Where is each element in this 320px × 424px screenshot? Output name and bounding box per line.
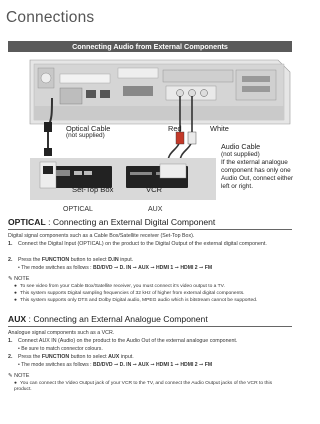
audio-cable-label: Audio Cable [221, 142, 261, 151]
receiver-back-panel [30, 60, 290, 124]
optical-cable-label: Optical Cable [66, 124, 111, 133]
optical-note-2: ● This system supports Digital sampling frequencies of 32 kHz of higher from external digital components. [14, 291, 245, 296]
optical-mode-sequence: • The mode switches as follows : BD/DVD ➞ D. IN ➞ AUX ➞ HDMI 1 ➞ HDMI 2 ➞ FM [18, 265, 213, 271]
audio-cable-line-3: component has only one [221, 167, 291, 174]
optical-note-1: ● To see video from your Cable Box/Satellite receiver, you must connect it's video output to a TV. [14, 284, 225, 289]
audio-cable-line-5: left or right. [221, 183, 253, 190]
settop-label: Set-Top Box [72, 185, 114, 194]
aux-heading: AUX : Connecting an External Analogue Component [8, 314, 208, 324]
vcr-label: VCR [146, 185, 163, 194]
optical-heading: OPTICAL : Connecting an External Digital Component [8, 217, 216, 227]
optical-caption: OPTICAL [63, 206, 93, 213]
optical-intro: Digital signal components such as a Cable Box/Satellite receiver (Set-Top Box). [8, 233, 195, 239]
aux-heading-rule [8, 326, 292, 327]
red-label: Red [168, 124, 182, 133]
optical-note-3: ● This system supports only DTS and Dolby Digital audio, MPEG audio which is bitstream cannot be supported. [14, 298, 258, 303]
optical-heading-rule [8, 229, 292, 230]
audio-cable-line-4: Audio Out, connect either [221, 175, 294, 182]
aux-note-heading: ✎ NOTE [8, 373, 30, 379]
aux-intro: Analogue signal components such as a VCR. [8, 330, 115, 336]
aux-mode-sequence: • The mode switches as follows : BD/DVD ➞ D. IN ➞ AUX ➞ HDMI 1 ➞ HDMI 2 ➞ FM [18, 362, 213, 368]
aux-step-1-sub: • Be sure to match connector colours. [18, 346, 103, 352]
audio-cable-line-1: (not supplied) [221, 151, 260, 158]
aux-caption: AUX [148, 206, 163, 213]
audio-cable-line-2: If the external analogue [221, 159, 288, 166]
white-label: White [210, 124, 229, 133]
aux-note-1: ● You can connect the Video Output jack of your VCR to the TV, and connect the Audio Output jacks of the VCR to this product. [14, 381, 273, 393]
optical-note-heading: ✎ NOTE [8, 276, 30, 282]
page-title: Connections [6, 9, 95, 26]
optical-cable-note: (not supplied) [66, 132, 105, 139]
section-banner: Connecting Audio from External Components [8, 41, 292, 52]
